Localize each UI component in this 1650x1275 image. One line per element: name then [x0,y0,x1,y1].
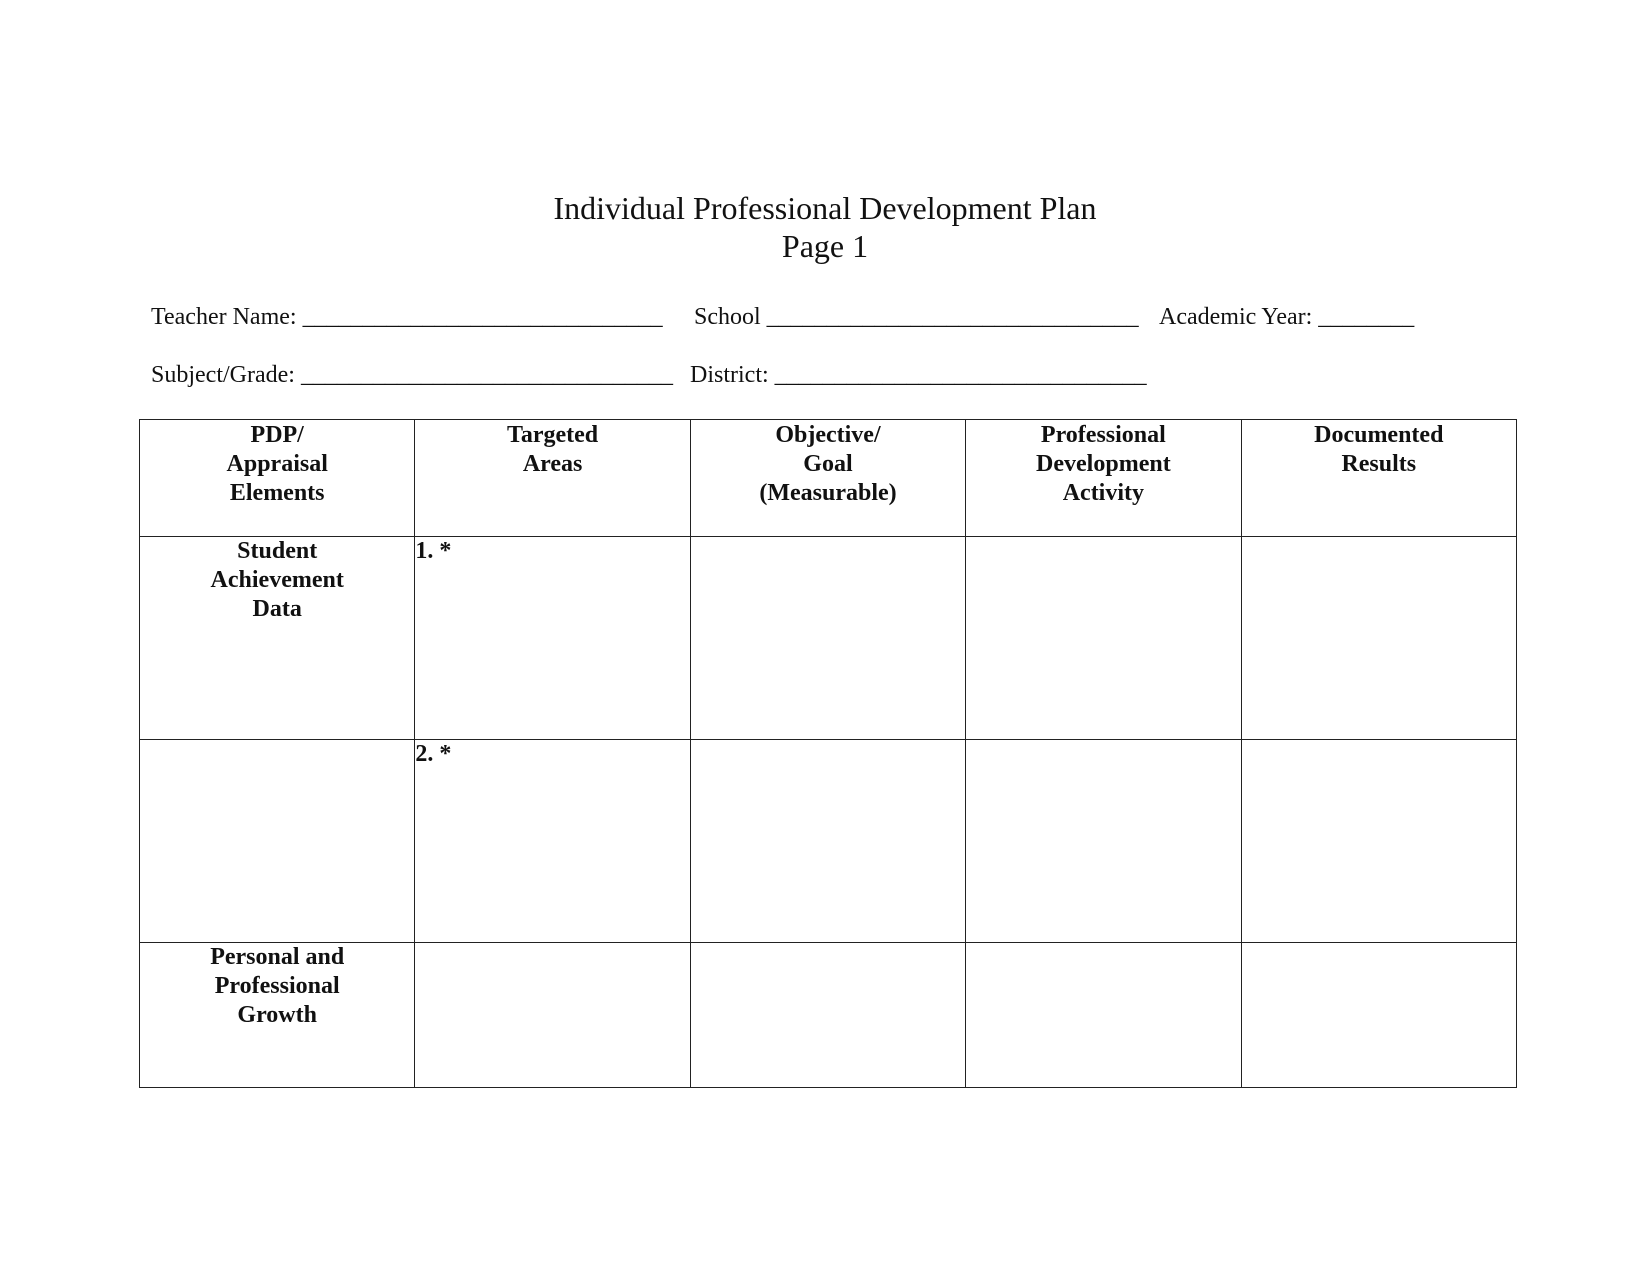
page-number-label: Page 1 [781,228,869,264]
header-targeted-areas: Targeted Areas [415,420,690,537]
activity-cell[interactable] [966,740,1241,943]
district-blank[interactable]: _______________________________ [774,362,1147,388]
district-field[interactable] [690,361,1147,389]
teacher-name-label: Teacher Name: [151,304,303,330]
school-blank[interactable]: _______________________________ [766,304,1139,330]
activity-cell[interactable] [966,537,1241,740]
targeted-area-cell[interactable] [415,943,690,1088]
document-title: Individual Professional Development Plan [553,190,1097,226]
subject-grade-field[interactable] [151,361,673,389]
academic-year-field[interactable] [1159,303,1414,331]
academic-year-label: Academic Year: [1159,304,1319,330]
table-row [140,537,1517,740]
element-cell: Personal and Professional Growth [140,943,415,1088]
school-label: School [694,304,767,330]
element-cell [140,740,415,943]
header-objective-goal: Objective/ Goal (Measurable) [690,420,965,537]
header-pdp-appraisal-elements: PDP/ Appraisal Elements [140,420,415,537]
header-documented-results: Documented Results [1241,420,1516,537]
results-cell[interactable] [1241,537,1516,740]
element-cell: Student Achievement Data [140,537,415,740]
school-field[interactable] [694,303,1139,331]
targeted-area-cell[interactable]: 2. * [415,740,690,943]
academic-year-blank[interactable]: ________ [1318,304,1415,330]
table-row [140,740,1517,943]
header-professional-development-activity: Professional Development Activity [966,420,1241,537]
targeted-area-cell[interactable]: 1. * [415,537,690,740]
teacher-name-field[interactable] [151,303,663,331]
results-cell[interactable] [1241,740,1516,943]
subject-grade-label: Subject/Grade: [151,362,301,388]
development-plan-table [139,419,1517,1088]
district-label: District: [690,362,775,388]
objective-cell[interactable] [690,537,965,740]
table-row [140,943,1517,1088]
objective-cell[interactable] [690,740,965,943]
teacher-name-blank[interactable]: ______________________________ [302,304,663,330]
results-cell[interactable] [1241,943,1516,1088]
subject-grade-blank[interactable]: _______________________________ [300,362,673,388]
table-header-row [140,420,1517,537]
objective-cell[interactable] [690,943,965,1088]
activity-cell[interactable] [966,943,1241,1088]
